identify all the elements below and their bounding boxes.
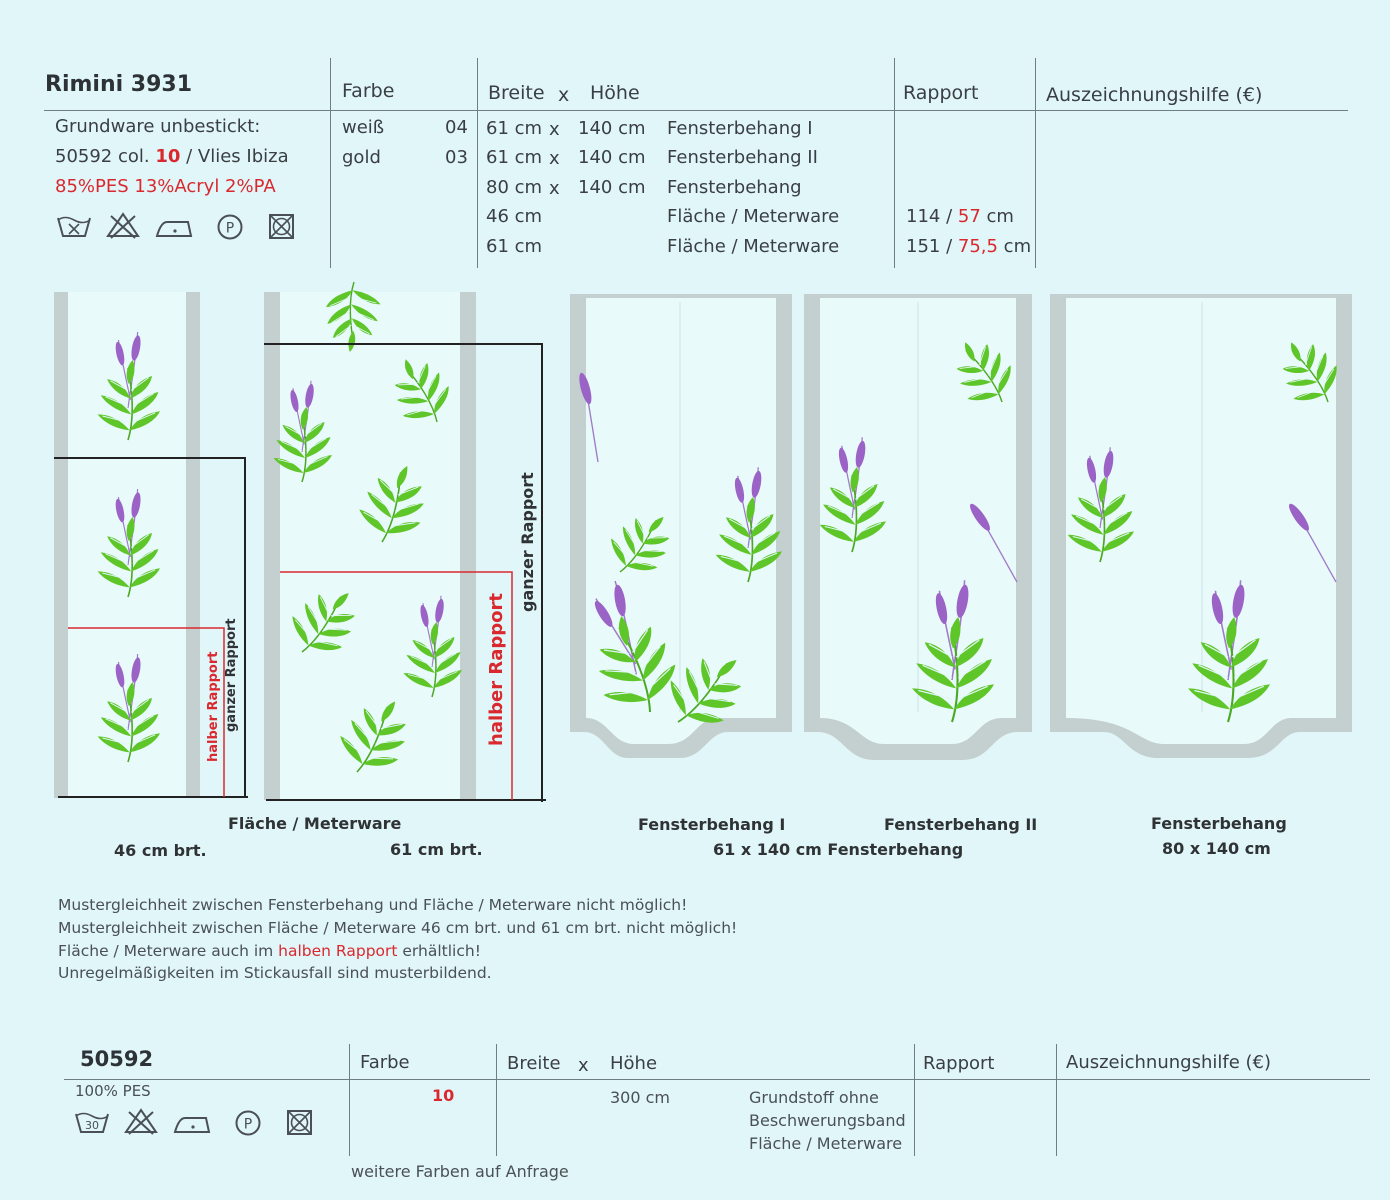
no-tumble-dry-icon bbox=[262, 212, 300, 242]
halber-rapport-label bbox=[206, 652, 221, 763]
note-text: Fläche / Meterware auch im bbox=[58, 942, 279, 960]
caption-fensterbehang-shared: 61 x 140 cm Fensterbehang bbox=[713, 840, 964, 859]
fabric-61cm-illustration bbox=[262, 292, 552, 806]
note-line: Mustergleichheit zwischen Fläche / Meterware 46 cm brt. und 61 cm brt. nicht möglich! bbox=[58, 919, 738, 937]
row-width: 80 cm bbox=[486, 177, 543, 198]
row-height: 140 cm bbox=[578, 118, 646, 139]
rapport-unit: cm bbox=[980, 206, 1014, 227]
caption-46cm: 46 cm brt. bbox=[114, 841, 207, 860]
header-farbe: Farbe bbox=[342, 80, 395, 102]
row-type: Fläche / Meterware bbox=[667, 206, 840, 227]
divider bbox=[914, 1044, 915, 1156]
header-x: x bbox=[558, 84, 570, 106]
row-x: x bbox=[549, 178, 560, 199]
row-width: 61 cm bbox=[486, 147, 543, 168]
header-hoehe: Höhe bbox=[590, 82, 640, 104]
base-desc-line: Beschwerungsband bbox=[749, 1111, 906, 1130]
halber-rapport-label-61 bbox=[486, 593, 507, 746]
divider bbox=[496, 1044, 497, 1156]
base-composition: 100% PES bbox=[75, 1082, 151, 1100]
header-hoehe: Höhe bbox=[610, 1053, 658, 1074]
halber-rapport-text: halber Rapport bbox=[486, 593, 507, 746]
row-x: x bbox=[549, 119, 560, 140]
iron-low-icon bbox=[155, 212, 193, 242]
caption-61cm: 61 cm brt. bbox=[390, 840, 483, 859]
dry-clean-p-icon bbox=[229, 1108, 267, 1138]
divider bbox=[349, 1044, 350, 1156]
color-code-1: 04 bbox=[445, 117, 468, 138]
fensterbehang-1-illustration bbox=[568, 292, 796, 762]
row-height: 140 cm bbox=[578, 177, 646, 198]
dry-clean-p-icon bbox=[211, 212, 249, 242]
base-article-prefix: 50592 col. bbox=[55, 146, 156, 167]
rapport-full: 151 / bbox=[906, 236, 958, 257]
base-article-suffix: / Vlies Ibiza bbox=[180, 146, 289, 167]
wash-temp: 30 bbox=[85, 1119, 99, 1132]
row-rapport bbox=[906, 206, 1014, 227]
row-x: x bbox=[549, 148, 560, 169]
color-name-2: gold bbox=[342, 147, 381, 168]
divider bbox=[477, 58, 478, 268]
caption-flaeche: Fläche / Meterware bbox=[228, 814, 402, 833]
base-desc-line: Fläche / Meterware bbox=[749, 1134, 903, 1153]
iron-low-icon bbox=[173, 1108, 211, 1138]
no-tumble-dry-icon bbox=[280, 1108, 318, 1138]
row-height: 140 cm bbox=[578, 147, 646, 168]
header-farbe: Farbe bbox=[360, 1052, 410, 1073]
header-rule bbox=[64, 1079, 1370, 1080]
header-auszeichnung: Auszeichnungshilfe (€) bbox=[1066, 1052, 1271, 1073]
header-x: x bbox=[578, 1055, 589, 1076]
halber-rapport-text: halber Rapport bbox=[206, 651, 221, 762]
caption-fensterbehang-2: Fensterbehang II bbox=[884, 815, 1038, 834]
row-type: Fläche / Meterware bbox=[667, 236, 840, 257]
divider bbox=[1035, 58, 1036, 268]
row-type: Fensterbehang bbox=[667, 177, 802, 198]
caption-fensterbehang-3: Fensterbehang bbox=[1151, 814, 1287, 833]
row-type: Fensterbehang II bbox=[667, 147, 818, 168]
note-highlight: halben Rapport bbox=[278, 942, 398, 960]
note-line: Unregelmäßigkeiten im Stickausfall sind musterbildend. bbox=[58, 964, 492, 982]
caption-fensterbehang-1: Fensterbehang I bbox=[638, 815, 786, 834]
ganzer-rapport-label-61 bbox=[518, 472, 537, 612]
header-rapport: Rapport bbox=[923, 1053, 995, 1074]
rapport-full: 114 / bbox=[906, 206, 958, 227]
row-type: Fensterbehang I bbox=[667, 118, 813, 139]
wash-40-icon bbox=[55, 212, 93, 242]
divider bbox=[1056, 1044, 1057, 1156]
row-width: 46 cm bbox=[486, 206, 543, 227]
header-rule bbox=[44, 110, 1348, 111]
rapport-half: 75,5 bbox=[957, 236, 998, 257]
svg-text:P: P bbox=[225, 220, 235, 237]
header-breite: Breite bbox=[507, 1053, 561, 1074]
composition: 85%PES 13%Acryl 2%PA bbox=[55, 176, 276, 197]
no-bleach-icon bbox=[122, 1106, 160, 1136]
rapport-unit: cm bbox=[997, 236, 1032, 257]
row-width: 61 cm bbox=[486, 118, 543, 139]
row-width: 61 cm bbox=[486, 236, 543, 257]
base-article bbox=[55, 146, 289, 167]
note-line bbox=[58, 942, 481, 960]
divider bbox=[330, 58, 331, 268]
base-article-col: 10 bbox=[155, 146, 181, 167]
base-title: 50592 bbox=[80, 1047, 154, 1071]
row-rapport bbox=[906, 236, 1031, 257]
fensterbehang-3-illustration bbox=[1048, 292, 1354, 762]
footer-note: weitere Farben auf Anfrage bbox=[351, 1162, 569, 1181]
svg-text:P: P bbox=[243, 1116, 253, 1133]
fensterbehang-2-illustration bbox=[802, 292, 1034, 762]
header-rapport: Rapport bbox=[903, 82, 979, 104]
ganzer-rapport-text: ganzer Rapport bbox=[518, 472, 537, 612]
no-bleach-icon bbox=[104, 210, 142, 240]
product-title: Rimini 3931 bbox=[45, 72, 193, 97]
color-code-2: 03 bbox=[445, 147, 468, 168]
base-desc-line: Grundstoff ohne bbox=[749, 1088, 879, 1107]
note-line: Mustergleichheit zwischen Fensterbehang und Fläche / Meterware nicht möglich! bbox=[58, 896, 688, 914]
rapport-half: 57 bbox=[957, 206, 981, 227]
header-auszeichnung: Auszeichnungshilfe (€) bbox=[1046, 84, 1263, 106]
wash-30-icon bbox=[73, 1108, 111, 1138]
color-name-1: weiß bbox=[342, 117, 385, 138]
note-text: erhältlich! bbox=[397, 942, 481, 960]
ganzer-rapport-text: ganzer Rapport bbox=[224, 618, 239, 732]
divider bbox=[894, 58, 895, 268]
header-breite: Breite bbox=[488, 82, 545, 104]
caption-fensterbehang-3-size: 80 x 140 cm bbox=[1162, 839, 1271, 858]
base-label: Grundware unbestickt: bbox=[55, 116, 261, 137]
base-color-code: 10 bbox=[432, 1086, 455, 1105]
base-height: 300 cm bbox=[610, 1088, 671, 1107]
